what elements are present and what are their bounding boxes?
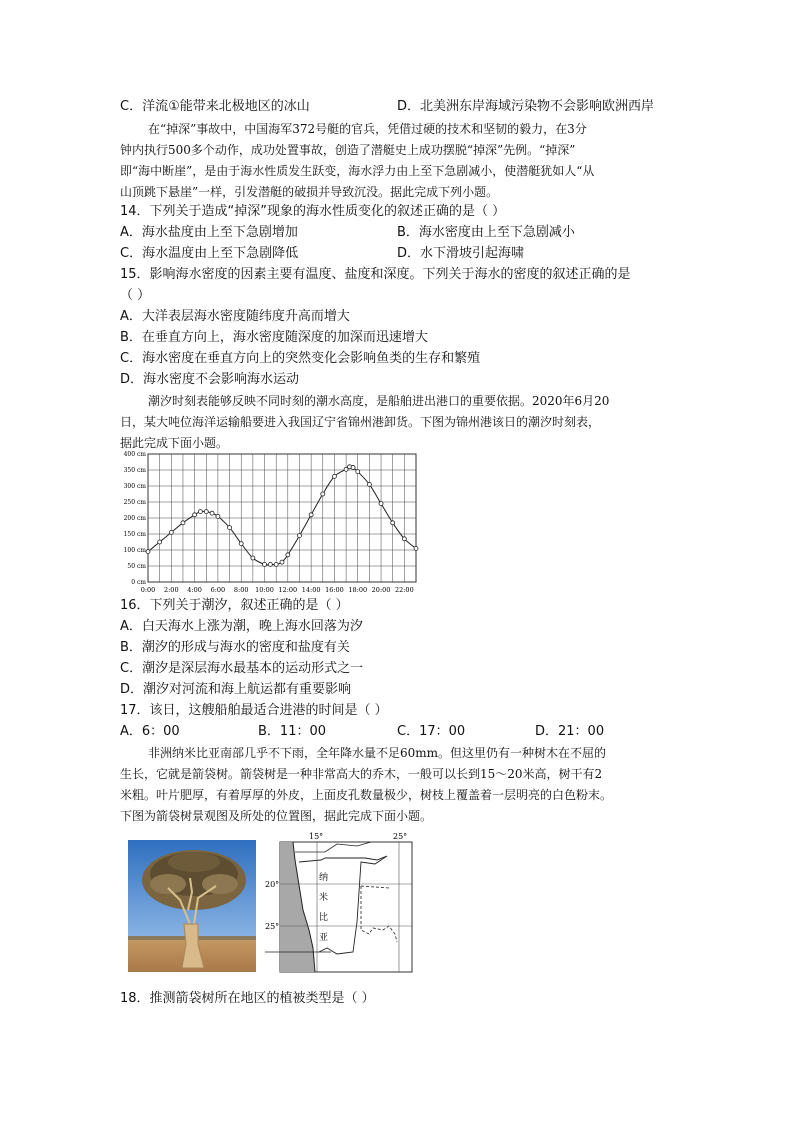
x-tick-label: 0:00 [140, 586, 156, 594]
passage3-line-1: 非洲纳米比亚南部几乎不下雨，全年降水量不足60mm。但这里仍有一种树木在不屈的 [148, 746, 607, 760]
y-tick-label: 50 cm [127, 563, 146, 570]
q15-option-c: C．海水密度在垂直方向上的突然变化会影响鱼类的生存和繁殖 [120, 351, 481, 366]
passage3-line-4: 下图为箭袋树景观图及所处的位置图，据此完成下面小题。 [120, 809, 433, 823]
q17-option-c: C．17：00 [397, 724, 466, 739]
passage2-line-3: 据此完成下面小题。 [120, 436, 229, 450]
quiver-tree-photo [128, 840, 256, 972]
q16-option-a: A．白天海水上涨为潮，晚上海水回落为汐 [120, 619, 363, 634]
lon-label-25: 25° [393, 832, 408, 841]
tide-point [198, 510, 202, 514]
tide-point [286, 553, 290, 557]
q14-option-a: A．海水盐度由上至下急剧增加 [120, 225, 298, 240]
y-tick-label: 150 cm [123, 531, 146, 538]
q18-stem: 18．推测箭袋树所在地区的植被类型是（ ） [120, 991, 375, 1006]
tide-point [379, 502, 383, 506]
tide-point [391, 521, 395, 525]
q16-option-d: D．潮汐对河流和海上航运都有重要影响 [120, 682, 352, 697]
country-char-2: 米 [319, 893, 329, 903]
passage1-line-2: 钟内执行500多个动作，成功处置事故，创造了潜艇史上成功摆脱“掉深”先例。“掉深” [120, 143, 576, 157]
x-tick-label: 22:00 [394, 586, 414, 594]
y-tick-label: 350 cm [123, 467, 146, 474]
tide-point [351, 465, 355, 469]
q16-stem: 16．下列关于潮汐，叙述正确的是（ ） [120, 598, 349, 613]
tide-point [367, 482, 371, 486]
q14-option-c: C．海水温度由上至下急剧降低 [120, 246, 299, 261]
x-tick-label: 8:00 [233, 586, 249, 594]
tide-point [239, 542, 243, 546]
x-tick-label: 4:00 [187, 586, 202, 594]
q17-stem: 17．该日，这艘船舶最适合进港的时间是（ ） [120, 703, 388, 718]
y-tick-label: 0 cm [131, 579, 146, 586]
tide-point [402, 537, 406, 541]
tree-crown [142, 850, 246, 910]
country-char-1: 纳 [319, 873, 329, 883]
tide-point [356, 470, 360, 474]
tide-point [297, 534, 301, 538]
location-map [265, 830, 415, 976]
q14-stem: 14．下列关于造成“掉深”现象的海水性质变化的叙述正确的是（ ） [120, 204, 506, 219]
q17-option-d: D．21：00 [535, 724, 605, 739]
passage2-line-1: 潮汐时刻表能够反映不同时刻的潮水高度，是船舶进出港口的重要依据。2020年6月20 [148, 394, 610, 408]
lat-label-25: 25° [265, 922, 280, 931]
tide-point [158, 540, 162, 544]
tide-point [263, 562, 267, 566]
x-tick-label: 16:00 [325, 586, 344, 594]
tide-point [321, 492, 325, 496]
tide-point [274, 562, 278, 566]
y-tick-label: 100 cm [123, 547, 146, 554]
country-char-4: 亚 [319, 933, 329, 943]
passage3-line-2: 生长，它就是箭袋树。箭袋树是一种非常高大的乔木，一般可以长到15～20米高，树干有2 [120, 767, 603, 781]
q14-option-b: B．海水密度由上至下急剧减小 [397, 225, 575, 240]
passage3-line-3: 米粗。叶片肥厚，有着厚厚的外皮，上面皮孔数量极少，树枝上覆盖着一层明亮的白色粉末。 [120, 788, 613, 802]
tide-point [228, 526, 232, 530]
q15-option-d: D．海水密度不会影响海水运动 [120, 372, 300, 387]
y-tick-label: 300 cm [123, 483, 146, 490]
passage1-line-3: 即“海中断崖”，是由于海水性质发生跃变，海水浮力由上至下急剧减小，使潜艇犹如人“从 [120, 164, 595, 178]
q16-option-b: B．潮汐的形成与海水的密度和盐度有关 [120, 640, 350, 655]
tide-chart [118, 450, 420, 596]
tide-point [268, 562, 272, 566]
q16-option-c: C．潮汐是深层海水最基本的运动形式之一 [120, 661, 364, 676]
x-tick-label: 12:00 [278, 586, 298, 594]
country-char-3: 比 [319, 913, 329, 923]
q13-option-d: D．北美洲东岸海域污染物不会影响欧洲西岸 [397, 99, 655, 114]
q15-paren: （ ） [120, 288, 151, 303]
y-tick-label: 250 cm [123, 499, 146, 506]
x-tick-label: 6:00 [210, 586, 226, 594]
passage1-line-4: 山顶跳下悬崖”一样，引发潜艇的破损并导致沉没。据此完成下列小题。 [120, 185, 499, 199]
tide-point [210, 511, 214, 515]
tide-point [216, 514, 220, 518]
passage1-line-1: 在“掉深”事故中，中国海军372号艇的官兵，凭借过硬的技术和坚韧的毅力，在3分 [148, 122, 587, 136]
tide-point [193, 513, 197, 517]
lon-label-15: 15° [309, 832, 324, 841]
x-tick-label: 2:00 [163, 586, 179, 594]
q15-stem: 15．影响海水密度的因素主要有温度、盐度和深度。下列关于海水的密度的叙述正确的是 [120, 267, 631, 282]
tide-point [146, 550, 150, 554]
x-tick-label: 20:00 [371, 586, 391, 594]
x-tick-label: 18:00 [348, 586, 368, 594]
tide-point [169, 530, 173, 534]
tide-point [332, 474, 336, 478]
q14-option-d: D．水下滑坡引起海啸 [397, 246, 525, 261]
q17-option-a: A．6：00 [120, 724, 180, 739]
y-tick-label: 400 cm [123, 451, 146, 458]
lat-label-20: 20° [265, 880, 280, 889]
tide-point [414, 546, 418, 550]
tide-point [309, 513, 313, 517]
tide-point [280, 560, 284, 564]
q15-option-b: B．在垂直方向上，海水密度随深度的加深而迅速增大 [120, 330, 428, 345]
tide-point [204, 510, 208, 514]
q17-option-b: B．11：00 [258, 724, 327, 739]
q13-option-c: C．洋流①能带来北极地区的冰山 [120, 99, 310, 114]
tide-point [181, 521, 185, 525]
x-tick-label: 10:00 [255, 586, 274, 594]
q15-option-a: A．大洋表层海水密度随纬度升高而增大 [120, 309, 350, 324]
x-tick-label: 14:00 [301, 586, 321, 594]
y-tick-label: 200 cm [123, 515, 146, 522]
passage2-line-2: 日，某大吨位海洋运输船要进入我国辽宁省锦州港卸货。下图为锦州港该日的潮汐时刻表， [120, 415, 601, 429]
tide-point [251, 556, 255, 560]
